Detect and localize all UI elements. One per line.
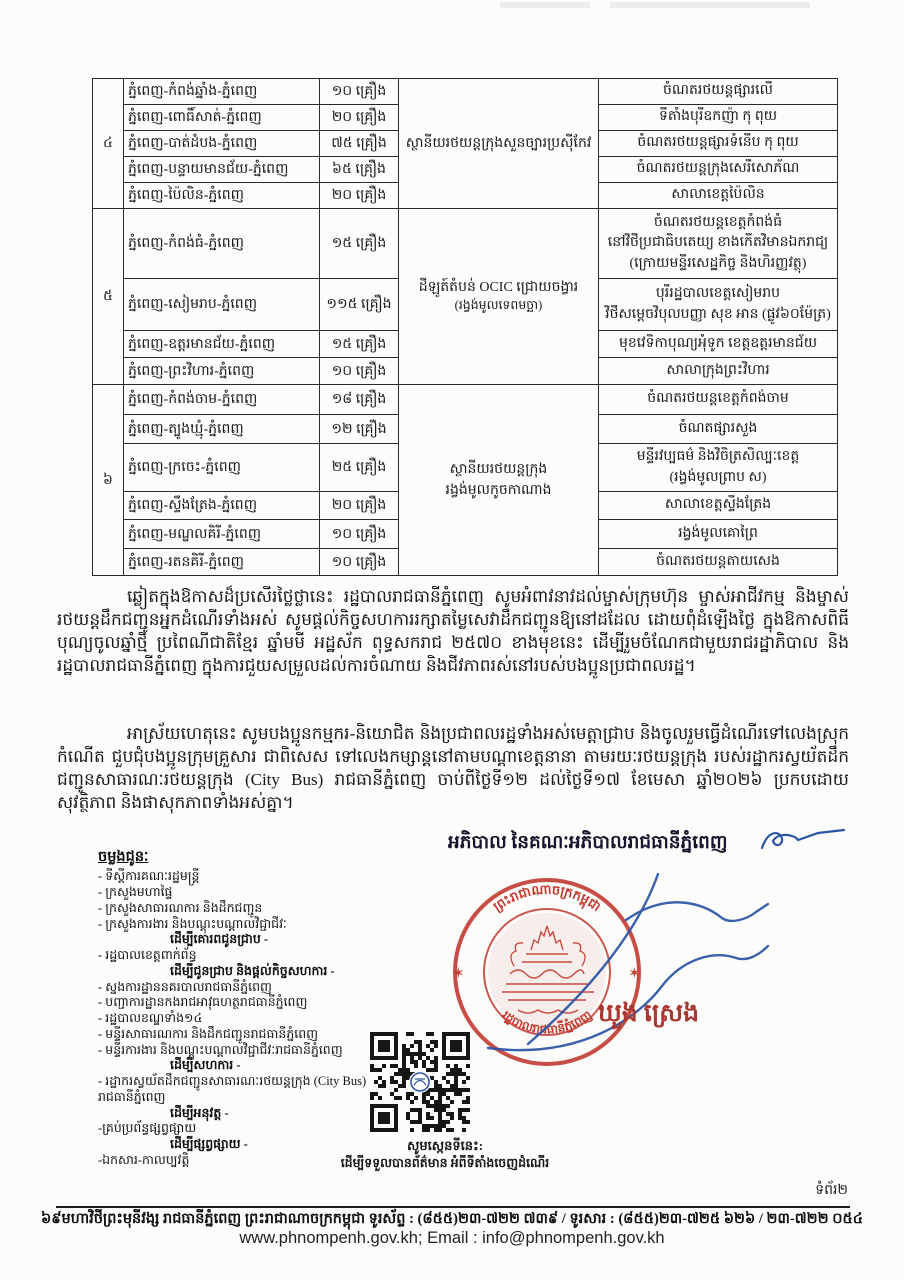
list-item: - រដ្ឋាករស្វយ័តដឹកជញ្ជូនសាធារណៈរថយន្តក្រុង (City Bus) រាជធានីភ្នំពេញ <box>98 1074 367 1104</box>
list-item: - មន្ទីរការងារ និងបណ្តុះបណ្តាលវិជ្ជាជីវៈរាជធានីភ្នំពេញ <box>98 1042 343 1057</box>
qr-code <box>370 1032 470 1132</box>
list-item: - ក្រសួងមហាផ្ទៃ <box>98 885 173 900</box>
route-cell: ភ្នំពេញ-ស្ទឹងត្រែង-ភ្នំពេញ <box>124 492 320 520</box>
page-number: ទំព័រ២ <box>815 1183 848 1198</box>
list-item: - រដ្ឋបាលខណ្ឌទាំង១៤ <box>98 1011 203 1026</box>
station-cell: ដីឡូត៍តំបន់ OCIC ជ្រោយចង្វារ (រង្វង់មូលទេពមច្ឆា) <box>399 209 599 385</box>
bus-route-table <box>92 78 838 576</box>
route-cell: ភ្នំពេញ-កំពង់ចាម-ភ្នំពេញ <box>124 385 320 415</box>
station-cell: ស្ថានីយរថយន្តក្រុង រង្វង់មូលកូចកាណាង <box>399 385 599 576</box>
qty-cell: ២០ គ្រឿង <box>320 105 399 131</box>
qty-cell: ២០ គ្រឿង <box>320 492 399 520</box>
list-item: - ក្រសួងការងារ និងបណ្តុះបណ្តាលវិជ្ជាជីវៈ <box>98 916 287 931</box>
scan-artifact <box>610 2 810 8</box>
list-item-note: ដើម្បីគោរពជូនជ្រាប - <box>170 932 269 947</box>
handwritten-initials <box>756 826 848 856</box>
qty-cell: ១៥ គ្រឿង <box>320 331 399 358</box>
copy-to-list <box>98 848 403 1169</box>
list-item: - មន្ទីរសាធារណការ និងដឹកជញ្ជូនរាជធានីភ្នំពេញ <box>98 1026 319 1041</box>
stop-cell: ចំណតផ្សារសួង <box>599 415 838 444</box>
list-item-note: ដើម្បីជូនជ្រាប និងផ្តល់កិច្ចសហការ - <box>170 963 335 978</box>
route-cell: ភ្នំពេញ-ត្បូងឃ្មុំ-ភ្នំពេញ <box>124 415 320 444</box>
qty-cell: ៦៥ គ្រឿង <box>320 157 399 183</box>
qr-caption-title: សូមស្កេនទីនេះ: <box>406 1138 484 1153</box>
stop-cell: សាលាខេត្តប៉ៃលិន <box>599 183 838 209</box>
list-item: - ទីស្តីការគណៈរដ្ឋមន្ត្រី <box>98 869 200 884</box>
list-item: - ក្រសួងសាធារណការ និងដឹកជញ្ជូន <box>98 900 263 915</box>
list-item: - រដ្ឋបាលខេត្តពាក់ព័ន្ធ <box>98 948 197 963</box>
qty-cell: ១៥ គ្រឿង <box>320 209 399 279</box>
route-cell: ភ្នំពេញ-បាត់ដំបង-ភ្នំពេញ <box>124 131 320 157</box>
footer-address: ៦៩មហាវិថីព្រះមុនីវង្ស រាជធានីភ្នំពេញ ព្រះរាជាណាចក្រកម្ពុជា ទូរស័ព្ទ : (៨៥៥)២៣-៧២២ ៧៣៩ / ទូរសារ : (៨៥៥)២៣-៧២៥ ៦២៦ / ២៣-៧២២ ០៥៤ <box>40 1211 864 1227</box>
qr-caption-subtitle: ដើម្បីទទួលបានព័ត៌មាន អំពីទីតាំងចេញដំណើរ <box>340 1156 550 1170</box>
stop-cell: ចំណតរថយន្តក្រុងសេរីសោភ័ណ <box>599 157 838 183</box>
signatory-title: អភិបាល នៃគណៈអភិបាលរាជធានីភ្នំពេញ <box>448 833 728 853</box>
qty-cell: ១០ គ្រឿង <box>320 358 399 385</box>
list-item: -គ្រប់ប្រព័ន្ធផ្សព្វផ្សាយ <box>98 1121 197 1136</box>
group-number: ៦ <box>93 385 124 576</box>
footer-website-email: www.phnompenh.gov.kh; Email : info@phnompenh.gov.kh <box>239 1229 665 1247</box>
qty-cell: ១២ គ្រឿង <box>320 415 399 444</box>
route-cell: ភ្នំពេញ-មណ្ឌលគិរី-ភ្នំពេញ <box>124 520 320 549</box>
group-number: ៥ <box>93 209 124 385</box>
seal-text-top: ព្រះរាជាណាចក្រកម្ពុជា <box>490 881 604 915</box>
route-cell: ភ្នំពេញ-ឧត្តរមានជ័យ-ភ្នំពេញ <box>124 331 320 358</box>
stop-cell: មន្ទីរវប្បធម៌ និងវិចិត្រសិល្បៈខេត្ត (រង្វង់មូលព្រាប ស) <box>599 444 838 492</box>
route-cell: ភ្នំពេញ-កំពង់ធំ-ភ្នំពេញ <box>124 209 320 279</box>
list-item-note: ដើម្បីអនុវត្ត - <box>170 1105 229 1120</box>
stop-cell: ចំណតរថយន្តតាយសេង <box>599 549 838 576</box>
footer-divider <box>56 1206 850 1208</box>
route-cell: ភ្នំពេញ-សៀមរាប-ភ្នំពេញ <box>124 279 320 331</box>
route-cell: ភ្នំពេញ-បន្ទាយមានជ័យ-ភ្នំពេញ <box>124 157 320 183</box>
seal-star-left: ✶ <box>452 966 465 982</box>
stop-cell: រង្វង់មូលគោព្រៃ <box>599 520 838 549</box>
list-item: - បញ្ជាការដ្ឋានកងរាជអាវុធហត្ថរាជធានីភ្នំពេញ <box>98 995 308 1010</box>
qty-cell: ១០ គ្រឿង <box>320 520 399 549</box>
stop-cell: ចំណតរថយន្តខេត្តកំពង់ចាម <box>599 385 838 415</box>
stop-cell: ចំណតរថយន្តផ្សារទំនើប កុ ពុយ <box>599 131 838 157</box>
copy-to-header: ចម្លងជូនៈ <box>98 849 149 865</box>
qty-cell: ១៨ គ្រឿង <box>320 385 399 415</box>
qty-cell: ២០ គ្រឿង <box>320 183 399 209</box>
list-item-note: ដើម្បីសហការ - <box>170 1058 241 1073</box>
list-item-note: ដើម្បីផ្សព្វផ្សាយ - <box>170 1137 248 1152</box>
route-cell: ភ្នំពេញ-ប៉ៃលិន-ភ្នំពេញ <box>124 183 320 209</box>
stop-cell: ចំណតរថយន្តខេត្តកំពង់ធំ នៅវិថីប្រជាធិបតេយ្យ ខាងកើតវិមានឯករាជ្យ (ក្រោយមន្ទីរសេដ្ឋកិច្ច និងហិរញ្ញវត្ថុ) <box>599 209 838 279</box>
seal-star-right: ✶ <box>628 966 641 982</box>
stop-cell: សាលាខេត្តស្ទឹងត្រែង <box>599 492 838 520</box>
route-cell: ភ្នំពេញ-រតនគិរី-ភ្នំពេញ <box>124 549 320 576</box>
signatory-name: ឃួង ស្រេង <box>598 1000 699 1027</box>
route-cell: ភ្នំពេញ-ក្រចេះ-ភ្នំពេញ <box>124 444 320 492</box>
stop-cell: សាលាក្រុងព្រះវិហារ <box>599 358 838 385</box>
list-item: -ឯកសារ-កាលប្បវត្តិ <box>98 1152 190 1167</box>
qty-cell: ២៥ គ្រឿង <box>320 444 399 492</box>
route-cell: ភ្នំពេញ-ព្រះវិហារ-ភ្នំពេញ <box>124 358 320 385</box>
paragraph-appeal: ឆ្លៀតក្នុងឱកាសដ៏ប្រសើរថ្លៃថ្លានេះ រដ្ឋបាលរាជធានីភ្នំពេញ សូមអំពាវនាវដល់ម្ចាស់ក្រុមហ៊ុន ម្ចាស់អាជីវកម្ម និងម្ចាស់រថយន្តដឹកជញ្ជូនអ្នកដំណើរទាំងអស់ សូមផ្តល់កិច្ចសហការរក្សាតម្លៃសេវាដឹកជញ្ជូនឱ្យនៅដដែល ដោយពុំដំឡើងថ្លៃ ក្នុងឱកាសពិធីបុណ្យចូលឆ្នាំថ្មី ប្រពៃណីជាតិខ្មែរ ឆ្នាំមមី អដ្ឋស័ក ពុទ្ធសករាជ ២៥៧០ ខាងមុខនេះ ដើម្បីរួមចំណែកជាមួយរាជរដ្ឋាភិបាល និងរដ្ឋបាលរាជធានីភ្នំពេញ ក្នុងការជួយសម្រួលដល់ការចំណាយ និងជីវភាពរស់នៅរបស់បងប្អូនប្រជាពលរដ្ឋ។ <box>57 587 849 675</box>
qty-cell: ១១៥ គ្រឿង <box>320 279 399 331</box>
stop-cell: ចំណតរថយន្តផ្សារលើ <box>599 79 838 105</box>
seal-text-bottom: រដ្ឋបាលរាជធានីភ្នំពេញ <box>499 1007 595 1037</box>
route-cell: ភ្នំពេញ-ពោធិ៍សាត់-ភ្នំពេញ <box>124 105 320 131</box>
stop-cell: មុខវេទិកាបុណ្យអុំទូក ខេត្តឧត្តរមានជ័យ <box>599 331 838 358</box>
qty-cell: ៧៥ គ្រឿង <box>320 131 399 157</box>
qty-cell: ១០ គ្រឿង <box>320 549 399 576</box>
red-seal <box>452 880 641 1064</box>
group-number: ៤ <box>93 79 124 209</box>
stop-cell: បុរីរដ្ឋបាលខេត្តសៀមរាប វិថីសម្តេចវិបុលបញ្ញា សុខ អាន (ផ្លូវ៦០ម៉ែត្រ) <box>599 279 838 331</box>
route-cell: ភ្នំពេញ-កំពង់ឆ្នាំង-ភ្នំពេញ <box>124 79 320 105</box>
scan-artifact <box>500 2 590 8</box>
list-item: - ស្នងការដ្ឋាននគរបាលរាជធានីភ្នំពេញ <box>98 979 272 994</box>
station-cell: ស្ថានីយរថយន្តក្រុងសួនច្បារប្រស៊ីកែវ <box>399 79 599 209</box>
stop-cell: ទីតាំងបុរីឧកញ៉ា កុ ពុយ <box>599 105 838 131</box>
paragraph-invitation: អាស្រ័យហេតុនេះ សូមបងប្អូនកម្មករ-និយោជិត និងប្រជាពលរដ្ឋទាំងអស់មេត្តាជ្រាប និងចូលរួមធ្វើដំណើរទៅលេងស្រុកកំណើត ជួបជុំបងប្អូនក្រុមគ្រួសារ ជាពិសេស ទៅលេងកម្សាន្តនៅតាមបណ្តាខេត្តនានា តាមរយៈរថយន្តក្រុង របស់រដ្ឋាករស្វយ័តដឹកជញ្ជូនសាធារណៈរថយន្តក្រុង (City Bus) រាជធានីភ្នំពេញ ចាប់ពីថ្ងៃទី១២ ដល់ថ្ងៃទី១៧ ខែមេសា ឆ្នាំ២០២៦ ប្រកបដោយសុវត្ថិភាព និងផាសុកភាពទាំងអស់គ្នា។ <box>57 724 849 812</box>
official-seal-and-signature <box>430 862 770 1077</box>
qty-cell: ១០ គ្រឿង <box>320 79 399 105</box>
